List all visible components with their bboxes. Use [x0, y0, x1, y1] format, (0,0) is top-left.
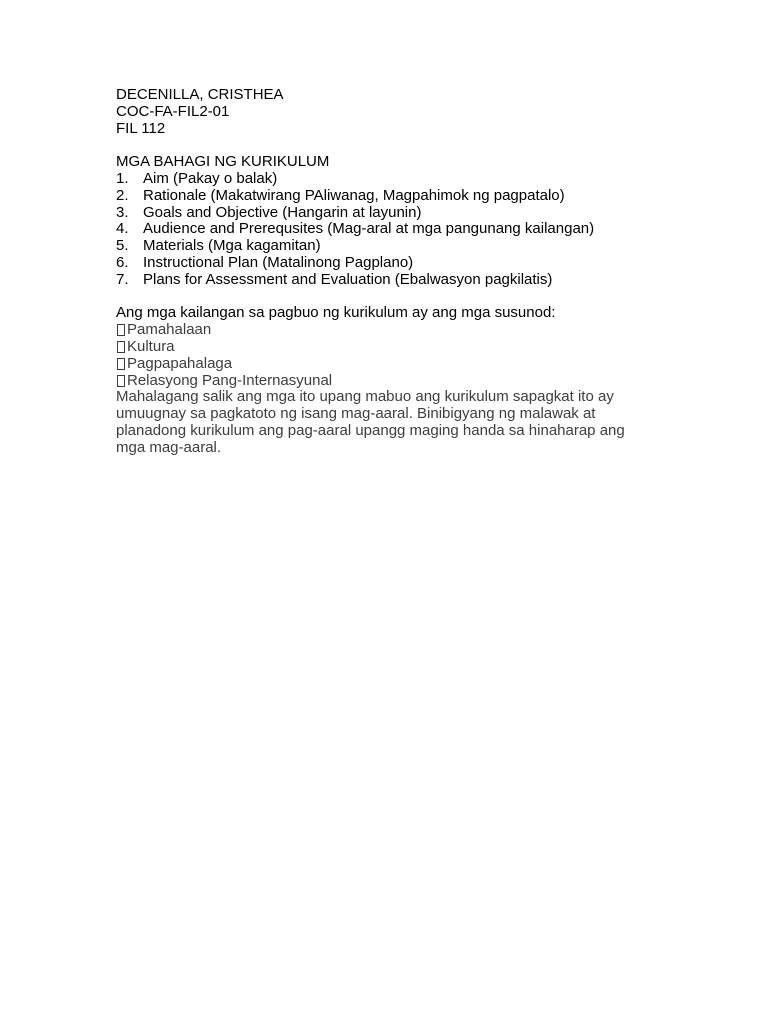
list-item: [116, 171, 676, 188]
document-page: [116, 87, 676, 457]
bullet-text: Pamahalaan: [127, 321, 212, 339]
list-number: 3.: [116, 203, 129, 221]
list-text: Audience and Prerequsites (Mag-aral at mga pangunang kailangan): [143, 220, 595, 238]
list-number: 5.: [116, 237, 129, 255]
curriculum-parts-list: [116, 171, 676, 289]
list-item: [116, 205, 676, 222]
list-text: Instructional Plan (Matalinong Pagplano): [143, 253, 414, 271]
list-text: Materials (Mga kagamitan): [143, 237, 321, 255]
checkbox-glyph-icon: [117, 358, 125, 370]
list-item: [116, 238, 676, 255]
section-code: COC-FA-FIL2-01: [116, 102, 230, 120]
needs-intro: Ang mga kailangan sa pagbuo ng kurikulum ay ang mga susunod:: [116, 304, 556, 322]
list-text: Plans for Assessment and Evaluation (Ebalwasyon pagkilatis): [143, 270, 553, 288]
list-number: 6.: [116, 253, 129, 271]
bullet-item: [116, 356, 676, 373]
checkbox-glyph-icon: [117, 324, 125, 336]
list-number: 1.: [116, 169, 129, 187]
list-number: 7.: [116, 270, 129, 288]
bullet-item: [116, 322, 676, 339]
list-text: Aim (Pakay o balak): [143, 169, 278, 187]
student-name: DECENILLA, CRISTHEA: [116, 86, 284, 103]
checkbox-glyph-icon: [117, 341, 125, 353]
course-code: FIL 112: [116, 119, 166, 137]
parts-heading: MGA BAHAGI NG KURIKULUM: [116, 153, 330, 171]
list-item: [116, 188, 676, 205]
bullet-text: Pagpapahalaga: [127, 354, 233, 372]
list-item: [116, 255, 676, 272]
list-number: 4.: [116, 220, 129, 238]
bullet-text: Relasyong Pang-Internasyunal: [127, 371, 333, 389]
bullet-item: [116, 373, 676, 390]
list-text: Goals and Objective (Hangarin at layunin): [143, 203, 422, 221]
list-item: [116, 221, 676, 238]
bullet-item: [116, 339, 676, 356]
spacer: [116, 137, 676, 154]
list-text: Rationale (Makatwirang PAliwanag, Magpahimok ng pagpatalo): [143, 186, 565, 204]
list-item: [116, 272, 676, 289]
spacer: [116, 289, 676, 306]
explanation-paragraph: Mahalagang salik ang mga ito upang mabuo ang kurikulum sapagkat ito ay umuugnay sa pagkatoto ng isang mag-aaral. Binibigyang ng malawak at planadong kurikulum ang pag-aaral upangg maging handa sa hinaharap ang mga mag-aaral.: [116, 388, 625, 456]
checkbox-glyph-icon: [117, 375, 125, 387]
bullet-text: Kultura: [127, 337, 175, 355]
list-number: 2.: [116, 186, 129, 204]
